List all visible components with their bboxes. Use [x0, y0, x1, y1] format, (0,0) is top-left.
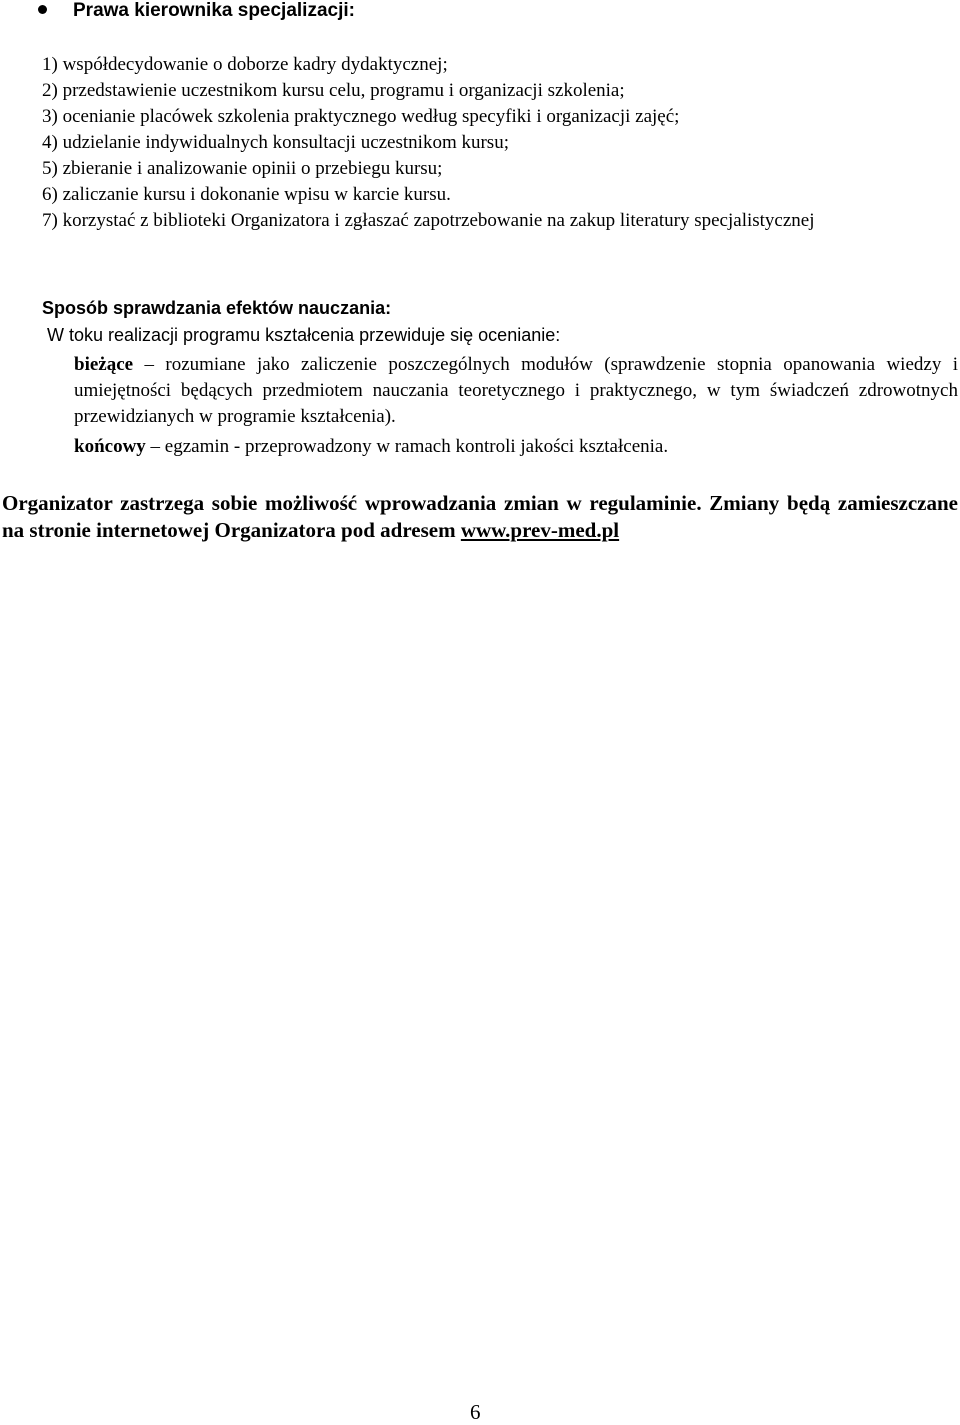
notice-text: Organizator zastrzega sobie możliwość wprowadzania zmian w regulaminie. Zmiany będą zamieszczane na stronie internetowej Organizatora pod adresem [2, 491, 958, 542]
list-item: 2) przedstawienie uczestnikom kursu celu, programu i organizacji szkolenia; [42, 80, 625, 101]
list-item: 4) udzielanie indywidualnych konsultacji uczestnikom kursu; [42, 132, 509, 153]
assessment-ongoing [74, 352, 958, 430]
assessment-title: Sposób sprawdzania efektów nauczania: [42, 298, 392, 318]
list-item: 7) korzystać z biblioteki Organizatora i zgłaszać zapotrzebowanie na zakup literatury specjalistycznej [42, 210, 815, 231]
list-item: 5) zbieranie i analizowanie opinii o przebiegu kursu; [42, 158, 443, 179]
assessment-intro: W toku realizacji programu kształcenia przewiduje się ocenianie: [47, 325, 561, 345]
final-term: końcowy [74, 436, 146, 457]
rights-list [42, 52, 958, 234]
bullet-icon [38, 5, 47, 14]
section-heading [38, 0, 355, 24]
page-number: 6 [470, 1400, 481, 1424]
assessment-final [74, 434, 958, 460]
organizer-notice [2, 490, 958, 544]
ongoing-text: – rozumiane jako zaliczenie poszczególnych modułów (sprawdzenie stopnia opanowania wiedzy i umiejętności będących przedmiotem nauczania teoretycznego i praktycznego, w tym świadczeń zdrowotnych przewidzianych w programie kształcenia). [74, 354, 958, 427]
list-item: 3) ocenianie placówek szkolenia praktycznego według specyfiki i organizacji zajęć; [42, 106, 680, 127]
list-item: 6) zaliczanie kursu i dokonanie wpisu w karcie kursu. [42, 184, 451, 205]
ongoing-term: bieżące [74, 354, 134, 375]
website-link[interactable]: www.prev-med.pl [460, 518, 620, 542]
section-heading-text: Prawa kierownika specjalizacji: [73, 0, 355, 21]
final-text: – egzamin - przeprowadzony w ramach kontroli jakości kształcenia. [145, 436, 669, 457]
list-item: 1) współdecydowanie o doborze kadry dydaktycznej; [42, 54, 448, 75]
